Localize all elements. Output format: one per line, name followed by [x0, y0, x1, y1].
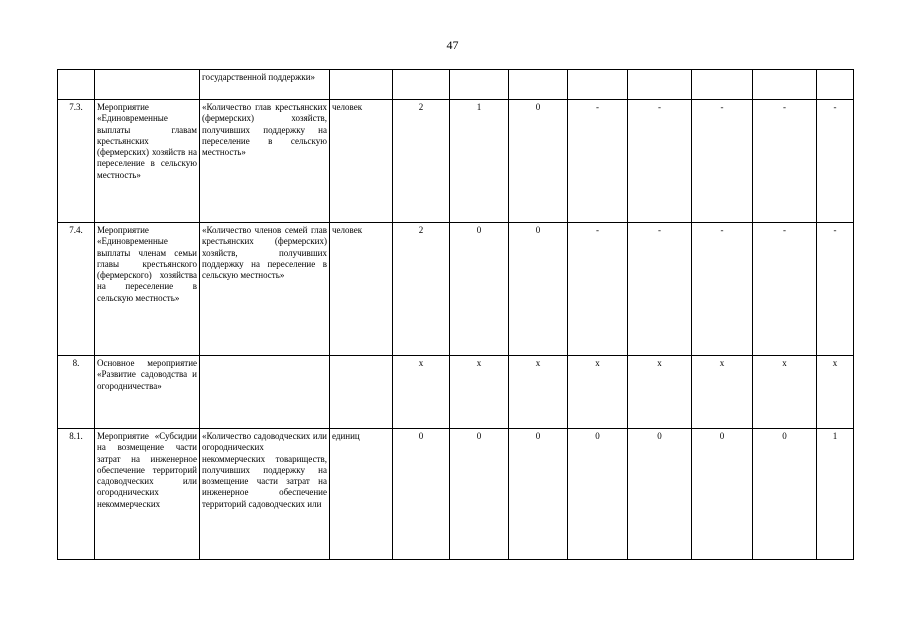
- value-cell: 0: [692, 429, 753, 560]
- value-cell: -: [817, 100, 854, 223]
- value-cell: 0: [509, 429, 568, 560]
- table-row: [58, 429, 854, 560]
- value-cell: 0: [393, 429, 450, 560]
- value-cell: -: [692, 100, 753, 223]
- value-cell: 0: [450, 223, 509, 356]
- event-name-cell: Мероприятие «Единовременные выплаты членам семьи главы крестьянского (фермерского) хозяйства на переселение в сельскую местность»: [95, 223, 200, 356]
- value-cell: [692, 70, 753, 100]
- value-cell: x: [692, 356, 753, 429]
- value-cell: [817, 70, 854, 100]
- value-cell: x: [628, 356, 692, 429]
- row-number-cell: 7.3.: [58, 100, 95, 223]
- unit-cell: единиц: [330, 429, 393, 560]
- table-row: [58, 223, 854, 356]
- value-cell: -: [753, 223, 817, 356]
- unit-cell: [330, 70, 393, 100]
- table-row: [58, 356, 854, 429]
- value-cell: [450, 70, 509, 100]
- value-cell: [753, 70, 817, 100]
- value-cell: -: [568, 100, 628, 223]
- value-cell: 0: [753, 429, 817, 560]
- value-cell: [393, 70, 450, 100]
- value-cell: 1: [817, 429, 854, 560]
- event-name-cell: Мероприятие «Единовременные выплаты главам крестьянских (фермерских) хозяйств на переселение в сельскую местность»: [95, 100, 200, 223]
- value-cell: x: [393, 356, 450, 429]
- event-name-cell: Основное мероприятие «Развитие садоводства и огородничества»: [95, 356, 200, 429]
- value-cell: [568, 70, 628, 100]
- value-cell: 0: [509, 100, 568, 223]
- value-cell: -: [817, 223, 854, 356]
- value-cell: 0: [450, 429, 509, 560]
- value-cell: 0: [509, 223, 568, 356]
- indicator-name-cell: государственной поддержки»: [200, 70, 330, 100]
- value-cell: x: [817, 356, 854, 429]
- value-cell: -: [628, 100, 692, 223]
- value-cell: -: [628, 223, 692, 356]
- value-cell: -: [753, 100, 817, 223]
- row-number-cell: [58, 70, 95, 100]
- row-number-cell: 8.1.: [58, 429, 95, 560]
- value-cell: -: [692, 223, 753, 356]
- unit-cell: человек: [330, 223, 393, 356]
- indicator-name-cell: [200, 356, 330, 429]
- indicator-name-cell: «Количество садоводческих или огороднических некоммерческих товариществ, получивших поддержку на возмещение части затрат на инженерное обеспечение территорий садоводческих или: [200, 429, 330, 560]
- value-cell: x: [509, 356, 568, 429]
- value-cell: -: [568, 223, 628, 356]
- indicator-name-cell: «Количество членов семей глав крестьянских (фермерских) хозяйств, получивших поддержку на переселение в сельскую местность»: [200, 223, 330, 356]
- row-number-cell: 7.4.: [58, 223, 95, 356]
- value-cell: 0: [568, 429, 628, 560]
- event-name-cell: [95, 70, 200, 100]
- value-cell: 2: [393, 223, 450, 356]
- indicators-table: [57, 69, 854, 560]
- value-cell: 0: [628, 429, 692, 560]
- value-cell: x: [753, 356, 817, 429]
- unit-cell: [330, 356, 393, 429]
- row-number-cell: 8.: [58, 356, 95, 429]
- value-cell: 1: [450, 100, 509, 223]
- value-cell: x: [450, 356, 509, 429]
- table-row: [58, 100, 854, 223]
- unit-cell: человек: [330, 100, 393, 223]
- table-row: [58, 70, 854, 100]
- value-cell: x: [568, 356, 628, 429]
- indicator-name-cell: «Количество глав крестьянских (фермерских) хозяйств, получивших поддержку на переселение в сельскую местность»: [200, 100, 330, 223]
- page-number: 47: [446, 38, 459, 52]
- value-cell: [509, 70, 568, 100]
- value-cell: [628, 70, 692, 100]
- event-name-cell: Мероприятие «Субсидии на возмещение части затрат на инженерное обеспечение территорий садоводческих или огороднических некоммерческих: [95, 429, 200, 560]
- value-cell: 2: [393, 100, 450, 223]
